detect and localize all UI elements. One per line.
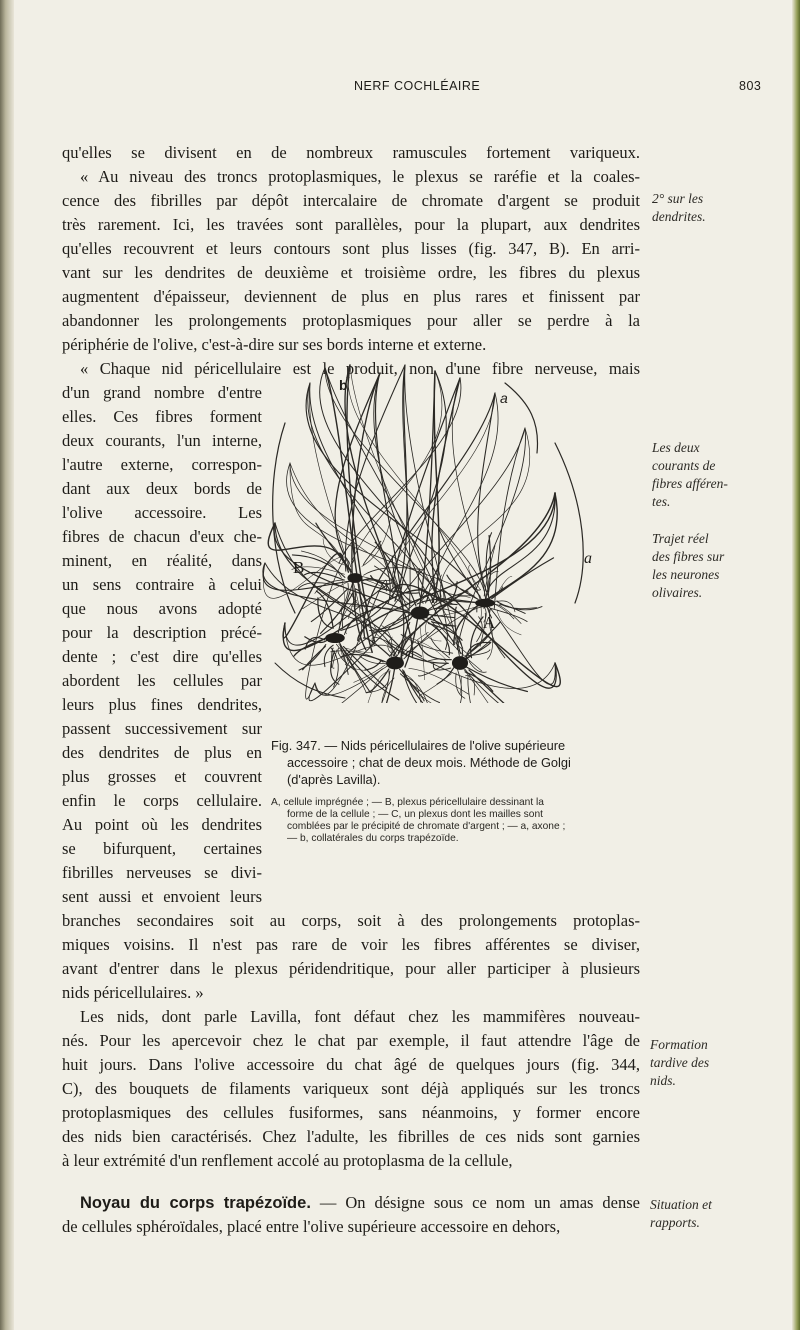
text-line: abandonner les prolongements protoplasmiques pour aller se perdre à la xyxy=(62,311,640,330)
nerve-fiber xyxy=(325,368,372,652)
text-line: périphérie de l'olive, c'est-à-dire sur ses bords interne et externe. xyxy=(62,335,487,354)
fig-label-a: a xyxy=(500,390,508,406)
text-line: deux courants, l'un interne, xyxy=(62,431,262,450)
nerve-fiber xyxy=(491,608,527,621)
nerve-fiber xyxy=(306,383,484,608)
text-line: dant aux deux bords de xyxy=(62,479,262,498)
text-line: elles. Ces fibres forment xyxy=(62,407,262,426)
text-line: branches secondaires soit au corps, soit à des prolongements protoplas- xyxy=(62,911,640,930)
cell-body xyxy=(452,656,468,670)
sidenote-situation xyxy=(650,1196,790,1232)
sidenote-line: nids. xyxy=(650,1073,676,1088)
sidenote-line: dendrites. xyxy=(652,209,706,224)
text-line: « Chaque nid péricellulaire est le produit, non d'une fibre nerveuse, mais xyxy=(80,359,640,378)
nerve-fiber xyxy=(370,612,413,630)
text-line: abordent les cellules par xyxy=(62,671,262,690)
section-first-line xyxy=(80,1191,640,1215)
text-line: qu'elles se divisent en de nombreux ramuscules fortement variqueux. xyxy=(62,143,640,162)
cell-body xyxy=(386,657,404,670)
sidenote-line: olivaires. xyxy=(652,585,703,600)
text-line: à leur extrémité d'un renflement accolé au protoplasma de la cellule, xyxy=(62,1151,513,1170)
text-line: que nous avons adopté xyxy=(62,599,262,618)
nerve-fiber xyxy=(469,661,486,672)
text-line: qu'elles recouvrent et leurs contours sont plus lisses (fig. 347, B). En arri- xyxy=(62,239,640,258)
nerve-fiber xyxy=(555,443,583,603)
text-line: « Au niveau des troncs protoplasmiques, le plexus se raréfie et la coales- xyxy=(80,167,640,186)
text-line: avant d'entrer dans le plexus péridendritique, pour aller participer à plusieurs xyxy=(62,959,640,978)
text-line: des nids bien caractérisés. Chez l'adulte, les fibrilles de ces nids sont garnies xyxy=(62,1127,640,1146)
sidenote-trajet xyxy=(652,530,792,602)
text-line: enfin le corps cellulaire. xyxy=(62,791,262,810)
sidenote-line: tes. xyxy=(652,494,671,509)
section-heading: Noyau du corps trapézoïde. xyxy=(80,1194,311,1212)
nerve-fiber xyxy=(505,383,538,453)
page-number: 803 xyxy=(739,79,762,93)
nerve-fiber xyxy=(348,365,482,622)
page-edge-left xyxy=(0,0,14,1330)
text-line: miques voisins. Il n'est pas rare de voir les fibres afférentes se diviser, xyxy=(62,935,640,954)
cell-body xyxy=(325,633,345,643)
text-line: l'olive accessoire. Les xyxy=(62,503,262,522)
text-line: plus grosses et couvrent xyxy=(62,767,262,786)
figure-caption-line: accessoire ; chat de deux mois. Méthode de Golgi xyxy=(287,755,571,770)
nerve-fiber xyxy=(365,661,381,670)
text-line: un sens contraire à celui xyxy=(62,575,262,594)
section-first-line-text: — On désigne sous ce nom un amas dense xyxy=(310,1193,640,1212)
nerve-fiber xyxy=(489,536,491,593)
sidenote-line: Les deux xyxy=(652,440,700,455)
nerve-fiber xyxy=(486,493,555,618)
text-line: très rarement. Ici, les travées sont parallèles, pour la plupart, aux dendrites xyxy=(62,215,640,234)
text-line: nids péricellulaires. » xyxy=(62,983,204,1002)
text-line: minent, en réalité, dans xyxy=(62,551,262,570)
fig-label-A: A xyxy=(483,613,496,632)
sidenote-line: des fibres sur xyxy=(652,549,725,564)
sidenote-line: Trajet réel xyxy=(652,531,709,546)
sidenote-line: rapports. xyxy=(650,1215,700,1230)
fig-label-b: b xyxy=(339,377,348,393)
text-line: fibres de chacun d'eux che- xyxy=(62,527,262,546)
text-line: Les nids, dont parle Lavilla, font défaut chez les mammifères nouveau- xyxy=(80,1007,640,1026)
text-line: cence des fibrilles par dépôt intercalaire de chromate d'argent se produit xyxy=(62,191,640,210)
sidenote-formation xyxy=(650,1036,790,1090)
nerve-fiber xyxy=(404,671,452,703)
sidenote-line: Formation xyxy=(650,1037,708,1052)
text-line: dente ; c'est dire qu'elles xyxy=(62,647,262,666)
page-edge-right xyxy=(792,0,800,1330)
text-line: protoplasmiques des cellules fusiformes, sans néanmoins, y former encore xyxy=(62,1103,640,1122)
figure-legend-line: comblées par le précipité de chromate d'argent ; — a, axone ; xyxy=(287,821,566,832)
sidenote-dendrites xyxy=(652,190,792,226)
sidenote-line: 2° sur les xyxy=(652,191,704,206)
sidenote-line: Situation et xyxy=(650,1197,712,1212)
fig-label-a-right: a xyxy=(584,550,592,567)
text-line: C), des bouquets de filaments variqueux sont déjà appliqués sur les troncs xyxy=(62,1079,640,1098)
running-title: NERF COCHLÉAIRE xyxy=(354,79,481,93)
text-line: nés. Pour les apercevoir chez le chat par exemple, il faut attendre l'âge de xyxy=(62,1031,640,1050)
sidenote-line: fibres afféren- xyxy=(652,476,728,491)
sidenote-line: tardive des xyxy=(650,1055,710,1070)
fig-label-B: B xyxy=(293,558,305,577)
text-line: passent successivement sur xyxy=(62,719,262,738)
text-line: de cellules sphéroïdales, placé entre l'olive supérieure accessoire en dehors, xyxy=(62,1217,561,1236)
text-line: vant sur les dendrites de deuxième et troisième ordre, les fibres du plexus xyxy=(62,263,640,282)
nerve-fiber xyxy=(273,423,295,613)
figure-legend-line: forme de la cellule ; — C, un plexus dont les mailles sont xyxy=(287,809,543,820)
cell-body xyxy=(347,573,362,583)
nerve-fiber xyxy=(409,668,469,694)
nerve-fiber xyxy=(308,383,441,600)
sidenote-courants xyxy=(652,439,792,511)
text-line: se bifurquent, certaines xyxy=(62,839,262,858)
text-line: sent aussi et envoient leurs xyxy=(62,887,262,906)
figure-legend-line: A, cellule imprégnée ; — B, plexus péricellulaire dessinant la xyxy=(271,797,544,808)
cell-body xyxy=(411,607,430,620)
nerve-fiber xyxy=(352,371,442,562)
sidenote-line: courants de xyxy=(652,458,716,473)
figure-caption-line: Fig. 347. — Nids péricellulaires de l'olive supérieure xyxy=(271,738,566,753)
text-line: huit jours. Dans l'olive accessoire du chat âgé de quelques jours (fig. 344, xyxy=(62,1055,640,1074)
text-line: des dendrites de plus en xyxy=(62,743,262,762)
sidenote-line: les neurones xyxy=(652,567,720,582)
text-line: Au point où les dendrites xyxy=(62,815,262,834)
figure-347-illustration xyxy=(255,363,595,703)
nerve-fiber xyxy=(469,670,531,703)
figure-legend-line: — b, collatérales du corps trapézoïde. xyxy=(287,833,459,844)
text-line: leurs plus fines dendrites, xyxy=(62,695,262,714)
text-line: pour la description précé- xyxy=(62,623,262,642)
text-line: fibrilles nerveuses se divi- xyxy=(62,863,262,882)
cell-body xyxy=(475,599,495,607)
text-line: l'autre externe, correspon- xyxy=(62,455,262,474)
text-line: d'un grand nombre d'entre xyxy=(62,383,262,402)
running-header xyxy=(0,77,800,99)
text-line: augmentent d'épaisseur, deviennent de plus en plus rares et finissent par xyxy=(62,287,640,306)
figure-caption-line: (d'après Lavilla). xyxy=(287,772,381,787)
